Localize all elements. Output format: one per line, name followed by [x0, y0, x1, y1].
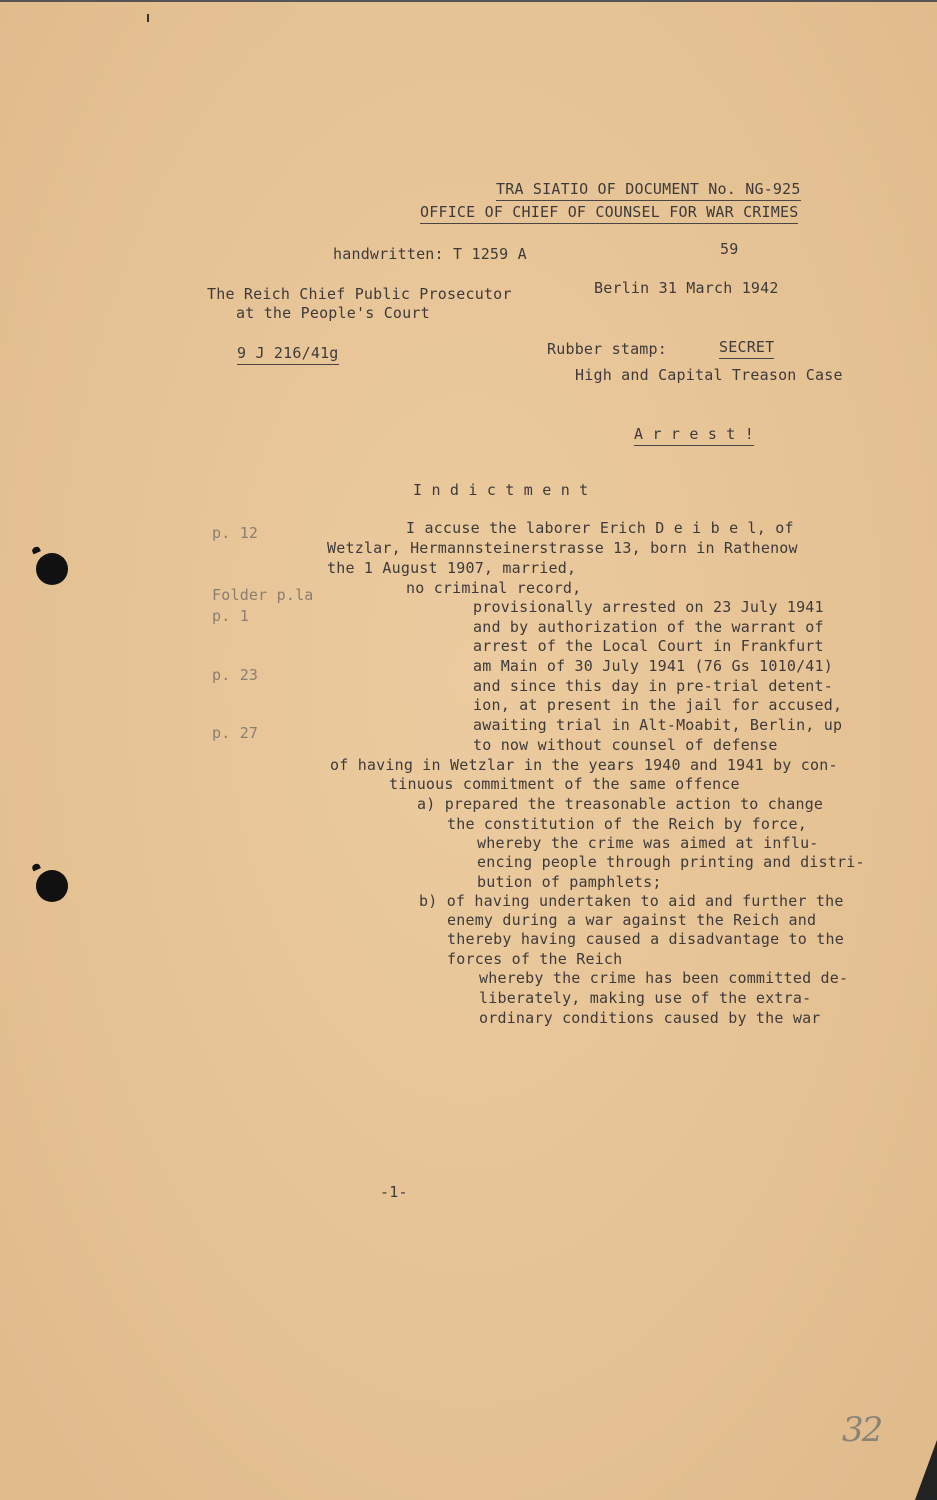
- body-line: arrest of the Local Court in Frankfurt: [473, 637, 824, 655]
- punch-hole-top: [36, 553, 68, 585]
- page-corner: [915, 1440, 937, 1500]
- body-line: ion, at present in the jail for accused,: [473, 696, 843, 714]
- pencil-page-number: 32: [842, 1410, 882, 1450]
- body-line: tinuous commitment of the same offence: [389, 775, 740, 793]
- file-number: 9 J 216/41g: [237, 344, 339, 365]
- case-type: High and Capital Treason Case: [575, 366, 843, 384]
- body-line: Wetzlar, Hermannsteinerstrasse 13, born in Rathenow: [327, 539, 798, 557]
- page-number-top: 59: [720, 240, 739, 258]
- body-line: a) prepared the treasonable action to change: [417, 795, 824, 813]
- body-line: awaiting trial in Alt-Moabit, Berlin, up: [473, 716, 843, 734]
- document-title: I n d i c t m e n t: [413, 481, 589, 499]
- stamp-label: Rubber stamp:: [547, 340, 667, 358]
- translation-line: TRA SIATIO OF DOCUMENT No. NG-925: [496, 180, 801, 201]
- body-line: of having in Wetzlar in the years 1940 and 1941 by con-: [330, 756, 838, 774]
- body-line: provisionally arrested on 23 July 1941: [473, 598, 824, 616]
- body-line: and since this day in pre-trial detent-: [473, 677, 833, 695]
- body-line: whereby the crime has been committed de-: [479, 969, 849, 987]
- body-line: and by authorization of the warrant of: [473, 618, 824, 636]
- body-line: no criminal record,: [406, 579, 582, 597]
- margin-note: Folder p.la: [212, 586, 314, 604]
- scan-mark: [147, 14, 149, 22]
- footer-page-number: -1-: [380, 1183, 408, 1201]
- body-line: whereby the crime was aimed at influ-: [477, 834, 819, 852]
- office-line: OFFICE OF CHIEF OF COUNSEL FOR WAR CRIMES: [420, 203, 798, 224]
- sender-line-1: The Reich Chief Public Prosecutor: [207, 285, 512, 303]
- body-line: b) of having undertaken to aid and further the: [419, 892, 844, 910]
- body-line: forces of the Reich: [447, 950, 623, 968]
- punch-hole-bottom: [36, 870, 68, 902]
- margin-note: p. 23: [212, 666, 259, 684]
- sender-line-2: at the People's Court: [236, 304, 430, 322]
- body-line: to now without counsel of defense: [473, 736, 778, 754]
- margin-note: p. 27: [212, 724, 259, 742]
- body-line: encing people through printing and distri-: [477, 853, 865, 871]
- body-line: am Main of 30 July 1941 (76 Gs 1010/41): [473, 657, 833, 675]
- body-line: the 1 August 1907, married,: [327, 559, 577, 577]
- body-line: bution of pamphlets;: [477, 873, 662, 891]
- scan-edge: [0, 0, 937, 2]
- body-line: thereby having caused a disadvantage to the: [447, 930, 844, 948]
- margin-note: p. 12: [212, 524, 259, 542]
- stamp-value: SECRET: [719, 338, 774, 359]
- body-line: the constitution of the Reich by force,: [447, 815, 807, 833]
- body-line: I accuse the laborer Erich D e i b e l, of: [406, 519, 794, 537]
- handwritten-note: handwritten: T 1259 A: [333, 245, 527, 263]
- arrest-heading: A r r e s t !: [634, 425, 754, 446]
- body-line: ordinary conditions caused by the war: [479, 1009, 821, 1027]
- margin-note: p. 1: [212, 607, 249, 625]
- body-line: liberately, making use of the extra-: [479, 989, 812, 1007]
- date-line: Berlin 31 March 1942: [594, 279, 779, 297]
- body-line: enemy during a war against the Reich and: [447, 911, 817, 929]
